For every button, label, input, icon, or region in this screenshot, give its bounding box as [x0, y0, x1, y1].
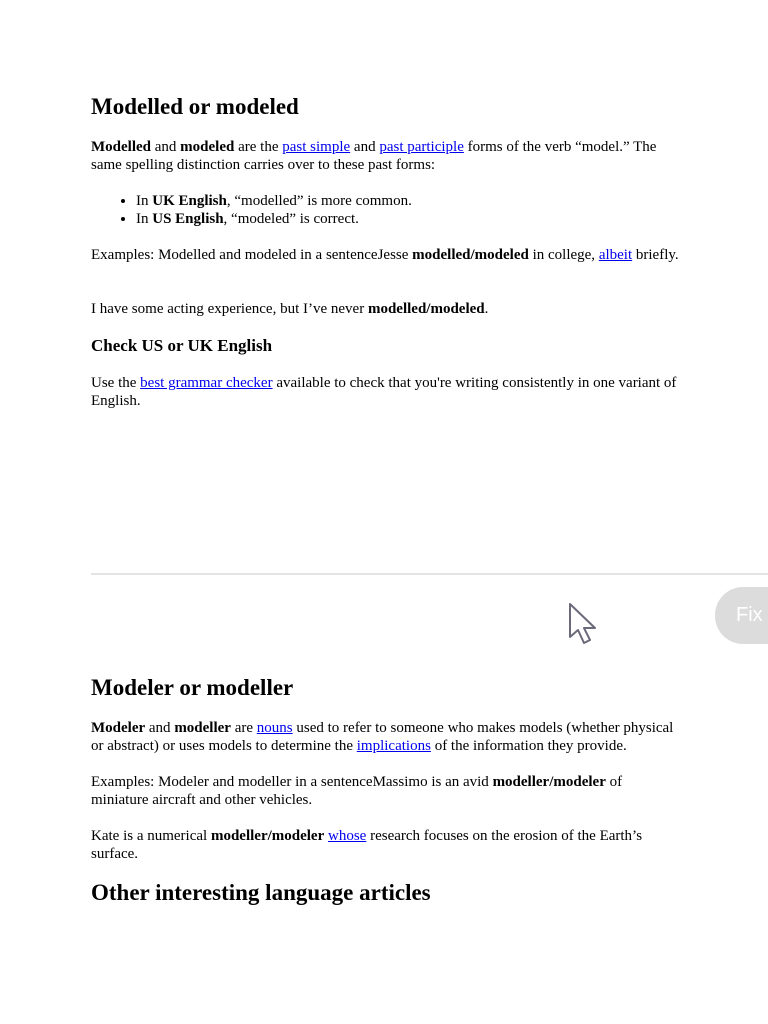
example-paragraph: Examples: Modeler and modeller in a sentenceMassimo is an avid modeller/modeler of miniature aircraft and other vehicles.: [91, 774, 623, 808]
link-best-grammar-checker[interactable]: best grammar checker: [140, 375, 273, 391]
link-nouns[interactable]: nouns: [256, 720, 293, 736]
fix-button[interactable]: Fix: [715, 587, 768, 644]
bold-term: modeled: [180, 139, 235, 155]
bold-term: Modelled: [91, 139, 151, 155]
example-paragraph: Kate is a numerical modeller/modeler whose research focuses on the erosion of the Earth’s surface.: [91, 828, 643, 862]
list-item: • In UK English, “modelled” is more common.: [136, 192, 681, 210]
example-paragraph: I have some acting experience, but I’ve never modelled/modeled.: [91, 301, 489, 317]
link-whose[interactable]: whose: [328, 828, 367, 844]
heading-modelled-or-modeled: Modelled or modeled: [91, 94, 299, 119]
checker-paragraph: Use the best grammar checker available to check that you're writing consistently in one variant of English.: [91, 375, 677, 409]
section-divider: [91, 573, 768, 575]
link-implications[interactable]: implications: [356, 738, 431, 754]
heading-modeler-or-modeller: Modeler or modeller: [91, 675, 294, 700]
link-past-participle[interactable]: past participle: [379, 139, 464, 155]
heading-other-articles: Other interesting language articles: [91, 880, 431, 905]
link-past-simple[interactable]: past simple: [282, 139, 351, 155]
heading-check-english: Check US or UK English: [91, 336, 273, 355]
variant-list: [91, 192, 681, 228]
mouse-pointer-icon: [566, 601, 602, 649]
list-item: • In US English, “modeled” is correct.: [136, 210, 681, 228]
example-paragraph: Examples: Modelled and modeled in a sentenceJesse modelled/modeled in college, albeit briefly.: [91, 247, 679, 263]
link-albeit[interactable]: albeit: [598, 247, 633, 263]
intro-paragraph: Modelled and modeled are the past simple and past participle forms of the verb “model.” The same spelling distinction carries over to these past forms:: [91, 139, 657, 173]
intro-paragraph: Modeler and modeller are nouns used to refer to someone who makes models (whether physical or abstract) or uses models to determine the implications of the information they provide.: [91, 720, 674, 754]
